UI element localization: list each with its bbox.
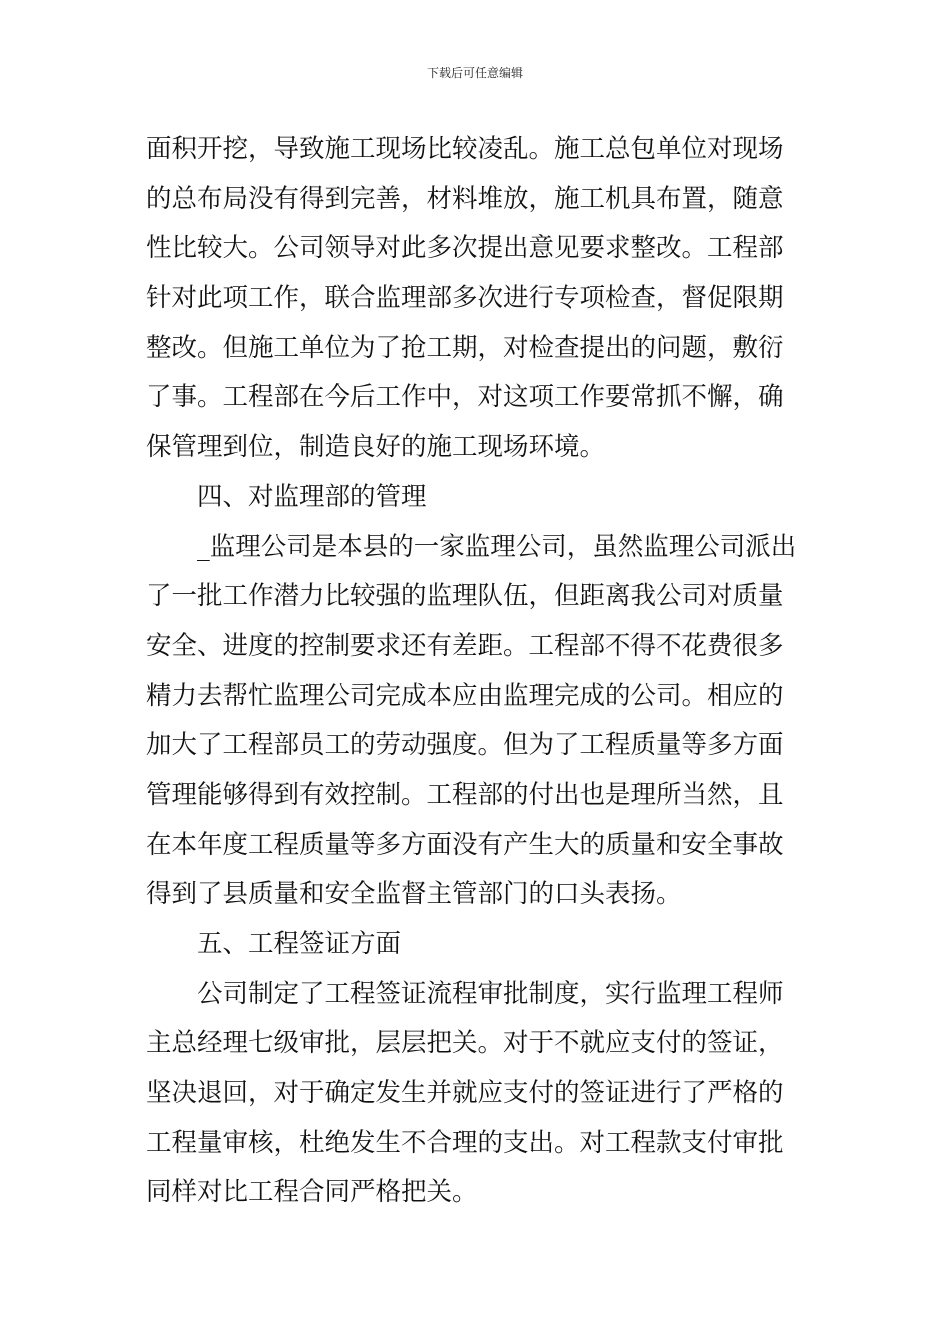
paragraph-line: 坚决退回，对于确定发生并就应支付的签证进行了严格的 bbox=[146, 1078, 784, 1109]
paragraph-line: 精力去帮忙监理公司完成本应由监理完成的公司。相应的 bbox=[146, 680, 784, 711]
paragraph-line: 了一批工作潜力比较强的监理队伍，但距离我公司对质量 bbox=[146, 581, 784, 612]
paragraph-line: 安全、进度的控制要求还有差距。工程部不得不花费很多 bbox=[146, 630, 784, 661]
paragraph-line: _监理公司是本县的一家监理公司，虽然监理公司派出 bbox=[197, 531, 797, 562]
section-heading: 五、工程签证方面 bbox=[197, 929, 402, 959]
paragraph-line: 同样对比工程合同严格把关。 bbox=[146, 1177, 478, 1208]
section-heading: 四、对监理部的管理 bbox=[197, 481, 427, 512]
paragraph-line: 在本年度工程质量等多方面没有产生大的质量和安全事故 bbox=[146, 829, 784, 860]
paragraph-line: 保管理到位，制造良好的施工现场环境。 bbox=[146, 432, 606, 463]
page-header: 下载后可任意编辑 bbox=[426, 66, 523, 80]
paragraph-line: 面积开挖，导致施工现场比较凌乱。施工总包单位对现场 bbox=[146, 134, 784, 164]
paragraph-line: 管理能够得到有效控制。工程部的付出也是理所当然，且 bbox=[146, 779, 784, 810]
paragraph-line: 公司制定了工程签证流程审批制度，实行监理工程师 bbox=[197, 978, 784, 1009]
document-body bbox=[146, 125, 810, 1218]
paragraph-line: 的总布局没有得到完善，材料堆放，施工机具布置，随意 bbox=[146, 183, 784, 214]
paragraph-line: 整改。但施工单位为了抢工期，对检查提出的问题，敷衍 bbox=[146, 332, 784, 363]
paragraph-line: 性比较大。公司领导对此多次提出意见要求整改。工程部 bbox=[146, 233, 784, 264]
paragraph-line: 得到了县质量和安全监督主管部门的口头表扬。 bbox=[146, 879, 682, 910]
paragraph-line: 主总经理七级审批，层层把关。对于不就应支付的签证， bbox=[146, 1028, 784, 1059]
paragraph-line: 针对此项工作，联合监理部多次进行专项检查，督促限期 bbox=[146, 283, 784, 314]
paragraph-line: 工程量审核，杜绝发生不合理的支出。对工程款支付审批 bbox=[146, 1127, 784, 1158]
paragraph-line: 加大了工程部员工的劳动强度。但为了工程质量等多方面 bbox=[146, 730, 784, 761]
paragraph-line: 了事。工程部在今后工作中，对这项工作要常抓不懈，确 bbox=[146, 382, 784, 413]
